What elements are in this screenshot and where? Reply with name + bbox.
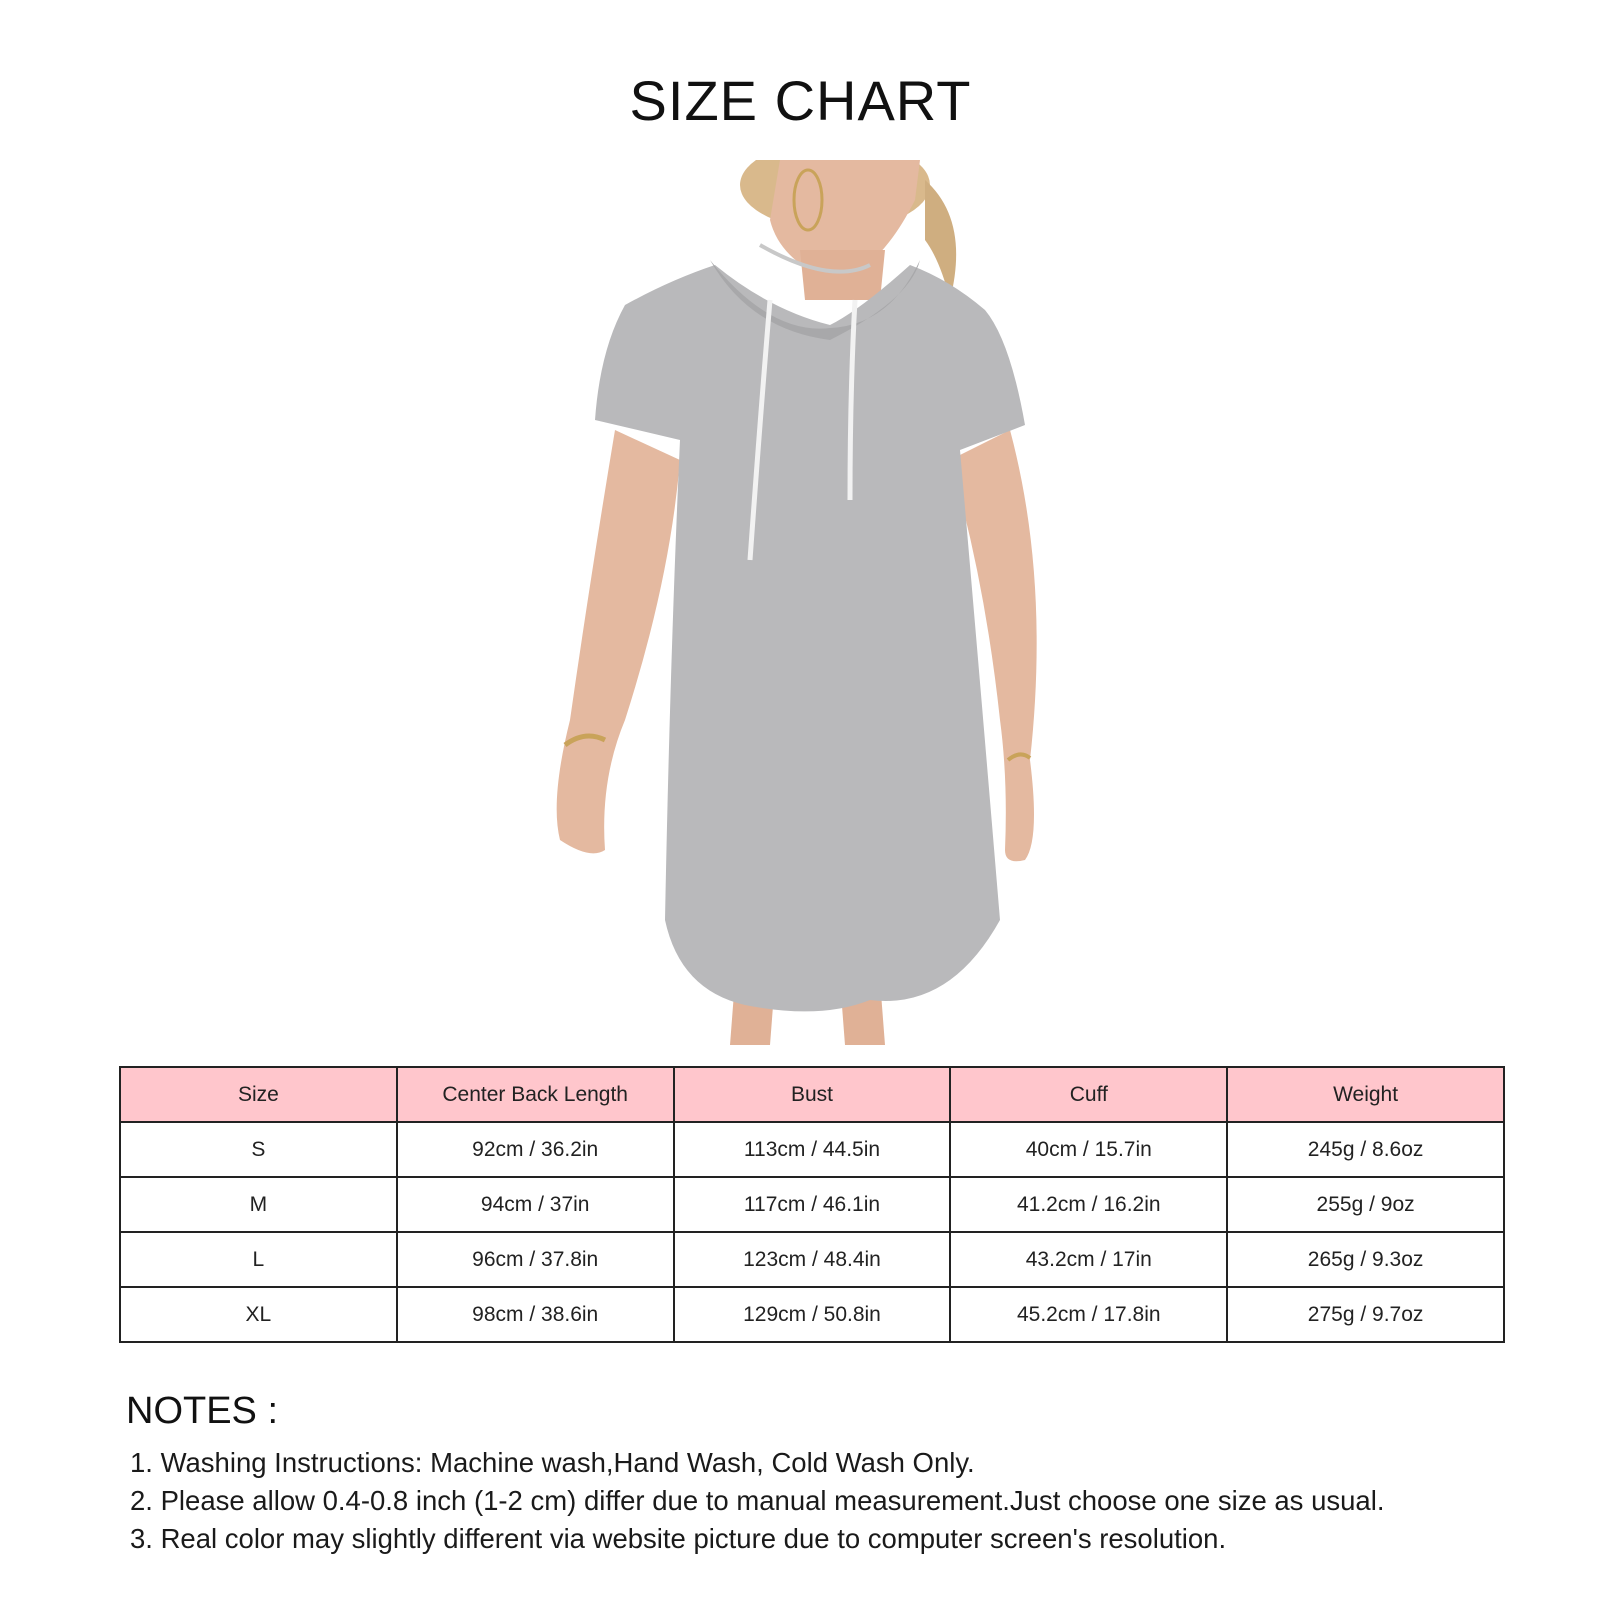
- table-cell: 113cm / 44.5in: [674, 1122, 951, 1177]
- notes-title: NOTES :: [126, 1390, 279, 1432]
- table-cell: 41.2cm / 16.2in: [950, 1177, 1227, 1232]
- note-item: 1. Washing Instructions: Machine wash,Hand Wash, Cold Wash Only.: [130, 1447, 975, 1478]
- size-table: [119, 1066, 1505, 1343]
- page-title: SIZE CHART: [629, 69, 972, 132]
- table-cell: 94cm / 37in: [397, 1177, 674, 1232]
- table-cell: XL: [120, 1287, 397, 1342]
- hooded-dress-model-icon: [530, 160, 1090, 1045]
- table-cell: M: [120, 1177, 397, 1232]
- column-header: Center Back Length: [397, 1067, 674, 1122]
- table-cell: 96cm / 37.8in: [397, 1232, 674, 1287]
- table-cell: 117cm / 46.1in: [674, 1177, 951, 1232]
- product-photo: [530, 160, 1090, 1045]
- table-cell: 129cm / 50.8in: [674, 1287, 951, 1342]
- table-header-row: [120, 1067, 1504, 1122]
- notes-list: [130, 1444, 1384, 1558]
- table-cell: 255g / 9oz: [1227, 1177, 1504, 1232]
- table-row: [120, 1122, 1504, 1177]
- column-header: Weight: [1227, 1067, 1504, 1122]
- table-cell: 43.2cm / 17in: [950, 1232, 1227, 1287]
- table-row: [120, 1232, 1504, 1287]
- column-header: Size: [120, 1067, 397, 1122]
- column-header: Cuff: [950, 1067, 1227, 1122]
- column-header: Bust: [674, 1067, 951, 1122]
- table-cell: S: [120, 1122, 397, 1177]
- table-row: [120, 1177, 1504, 1232]
- table-cell: 40cm / 15.7in: [950, 1122, 1227, 1177]
- table-cell: 245g / 8.6oz: [1227, 1122, 1504, 1177]
- note-item: 2. Please allow 0.4-0.8 inch (1-2 cm) differ due to manual measurement.Just choose one size as usual.: [130, 1485, 1385, 1516]
- note-item: 3. Real color may slightly different via website picture due to computer screen's resolution.: [130, 1523, 1227, 1554]
- table-cell: 45.2cm / 17.8in: [950, 1287, 1227, 1342]
- table-cell: 275g / 9.7oz: [1227, 1287, 1504, 1342]
- table-row: [120, 1287, 1504, 1342]
- table-cell: L: [120, 1232, 397, 1287]
- table-cell: 123cm / 48.4in: [674, 1232, 951, 1287]
- table-cell: 98cm / 38.6in: [397, 1287, 674, 1342]
- table-cell: 92cm / 36.2in: [397, 1122, 674, 1177]
- table-cell: 265g / 9.3oz: [1227, 1232, 1504, 1287]
